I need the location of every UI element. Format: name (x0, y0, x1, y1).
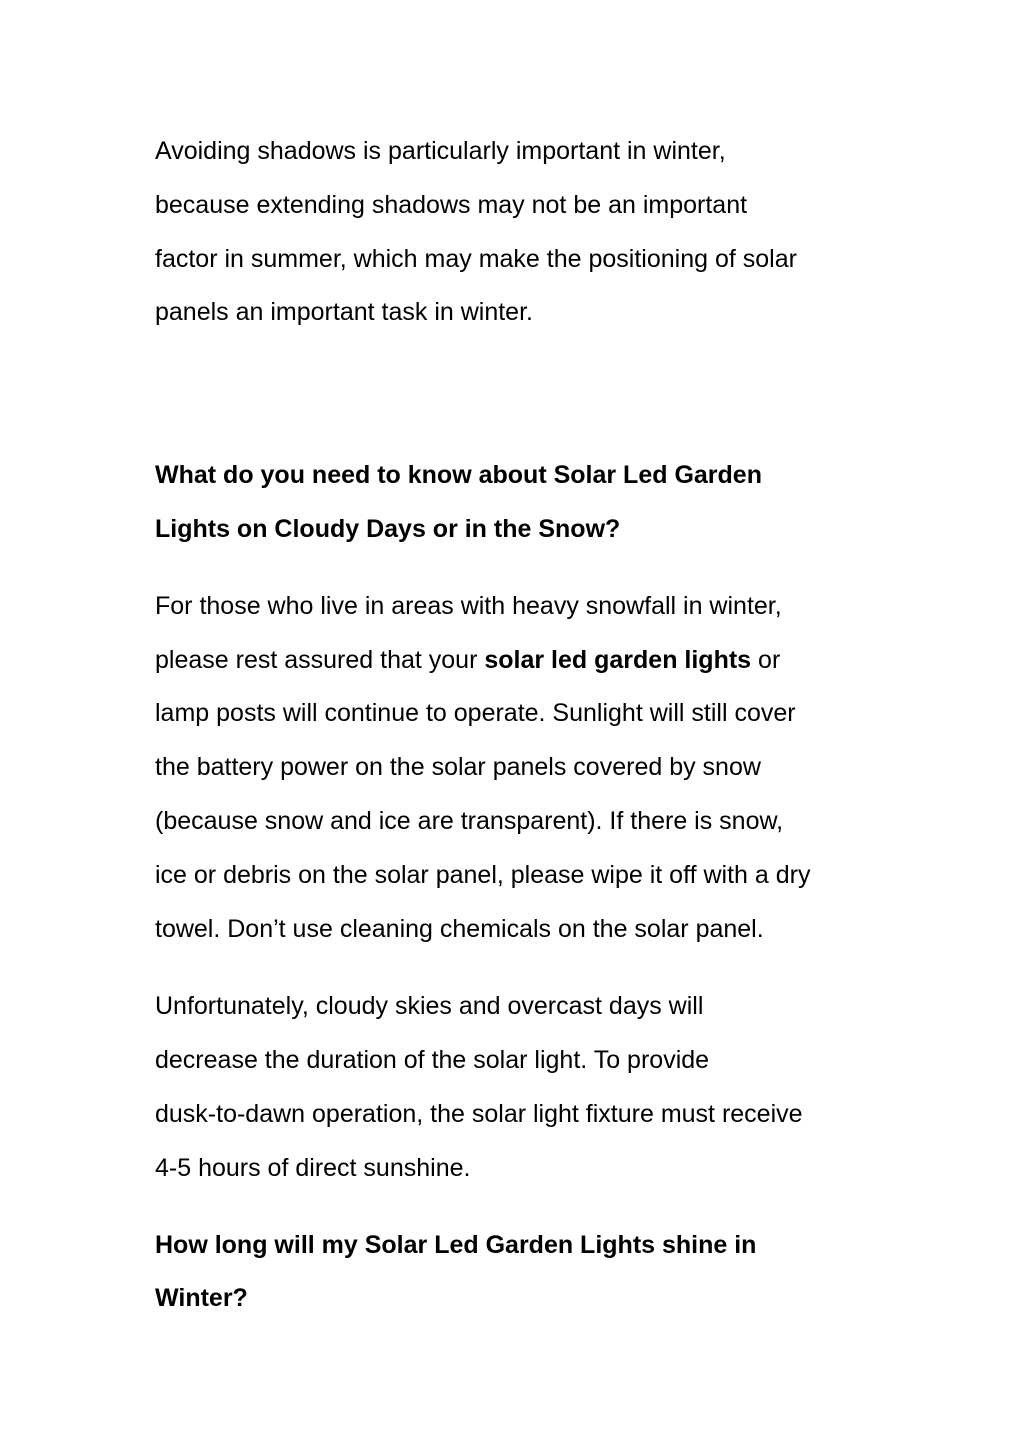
bold-link-solar-led-garden-lights: solar led garden lights (484, 645, 752, 674)
heading-cloudy-snow: What do you need to know about Solar Led Garden Lights on Cloudy Days or in the Snow? (155, 461, 762, 543)
paragraph-cloudy-skies: Unfortunately, cloudy skies and overcast days will decrease the duration of the solar light. To provide dusk-to-dawn operation, the solar light fixture must receive 4-5 hours of direct sunshine. (155, 992, 803, 1182)
heading-how-long-shine: How long will my Solar Led Garden Lights shine in Winter? (155, 1230, 757, 1313)
document-page (155, 125, 895, 1326)
paragraph-snowfall-text-start: For those who live in areas with heavy snowfall in winter, please rest assured that your (155, 591, 782, 674)
paragraph-snowfall-text-end: or lamp posts will continue to operate. Sunlight will still cover the battery power on the solar panels covered by snow (because snow and ice are transparent). If there is snow, ice or debris on the solar panel, please wipe it off with a dry towel. Don’t use cleaning chemicals on the solar panel. (155, 645, 811, 943)
paragraph-snowfall (155, 580, 895, 957)
paragraph-avoiding-shadows: Avoiding shadows is particularly important in winter, because extending shadows may not be an important factor in summer, which may make the positioning of solar panels an important task in winter. (155, 137, 797, 327)
